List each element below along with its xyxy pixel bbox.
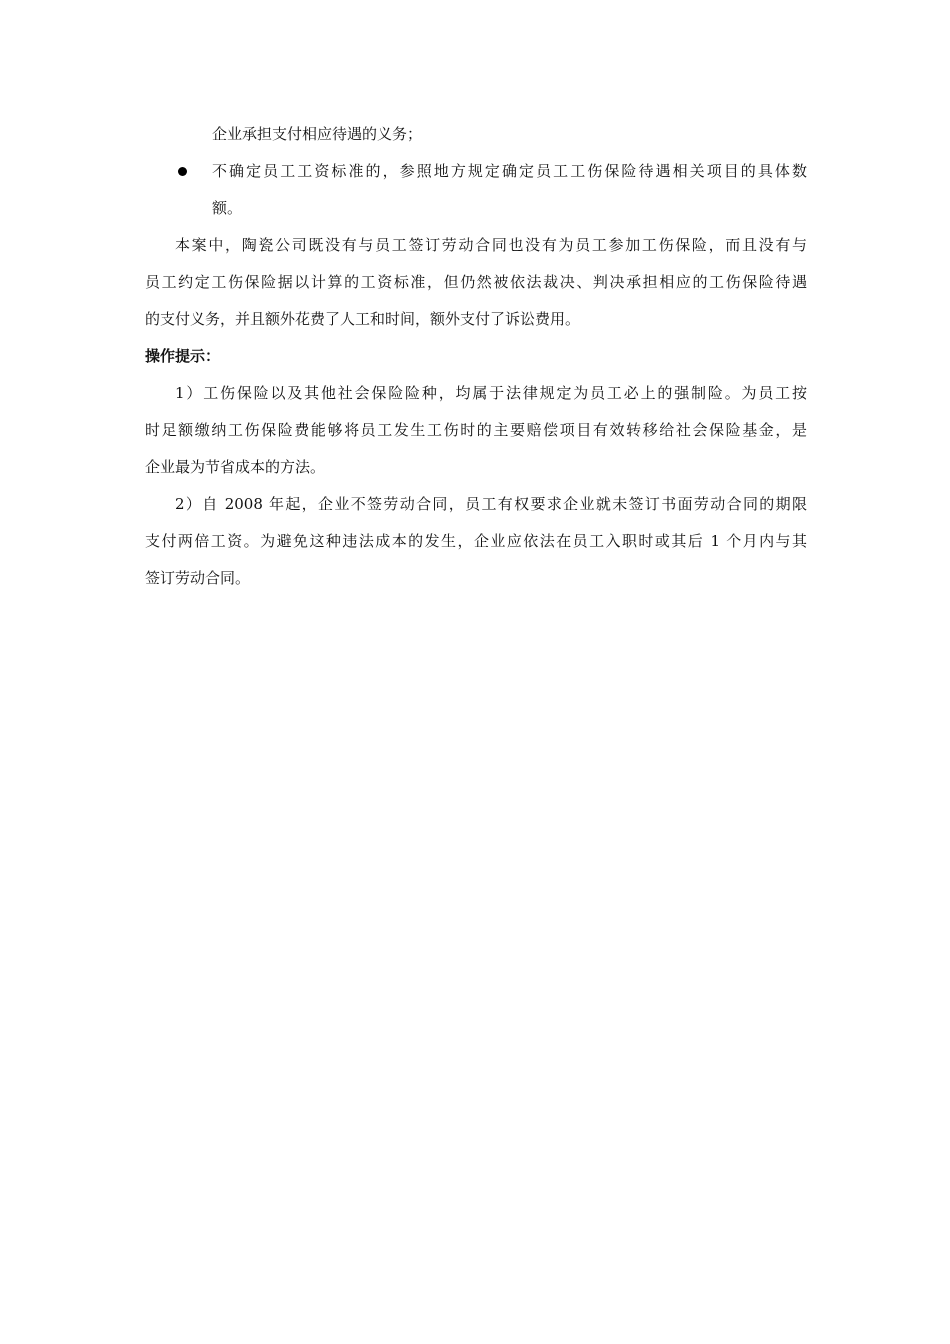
case-paragraph-line-1: 本案中，陶瓷公司既没有与员工签订劳动合同也没有为员工参加工伤保险，而且没有与 [175, 236, 807, 254]
case-paragraph-line-3: 的支付义务，并且额外花费了人工和时间，额外支付了诉讼费用。 [145, 310, 581, 328]
tip-2-line-2: 支付两倍工资。为避免这种违法成本的发生，企业应依法在员工入职时或其后 1 个月内与其 [145, 532, 807, 550]
bullet-item-line-1: 不确定员工工资标准的，参照地方规定确定员工工伤保险待遇相关项目的具体数 [212, 162, 807, 180]
tip-1-line-2: 时足额缴纳工伤保险费能够将员工发生工伤时的主要赔偿项目有效转移给社会保险基金，是 [145, 421, 807, 439]
bullet-continuation-line: 企业承担支付相应待遇的义务； [212, 125, 423, 143]
tip-2-paragraph [145, 486, 807, 597]
tip-1-paragraph [145, 375, 807, 486]
case-paragraph-line-2: 员工约定工伤保险据以计算的工资标准，但仍然被依法裁决、判决承担相应的工伤保险待遇 [145, 273, 807, 291]
tip-1-line-3: 企业最为节省成本的方法。 [145, 458, 326, 476]
tip-2-line-1: 2）自 2008 年起，企业不签劳动合同，员工有权要求企业就未签订书面劳动合同的期限 [175, 495, 807, 513]
tip-1-line-1: 1）工伤保险以及其他社会保险险种，均属于法律规定为员工必上的强制险。为员工按 [175, 384, 807, 402]
tip-2-line-3: 签订劳动合同。 [145, 569, 251, 587]
case-paragraph [145, 227, 807, 338]
bullet-dot-icon [178, 167, 187, 176]
tips-heading: 操作提示： [145, 347, 221, 365]
bullet-item-line-2: 额。 [212, 199, 243, 217]
document-body [145, 116, 807, 597]
bullet-list-item [145, 153, 807, 227]
